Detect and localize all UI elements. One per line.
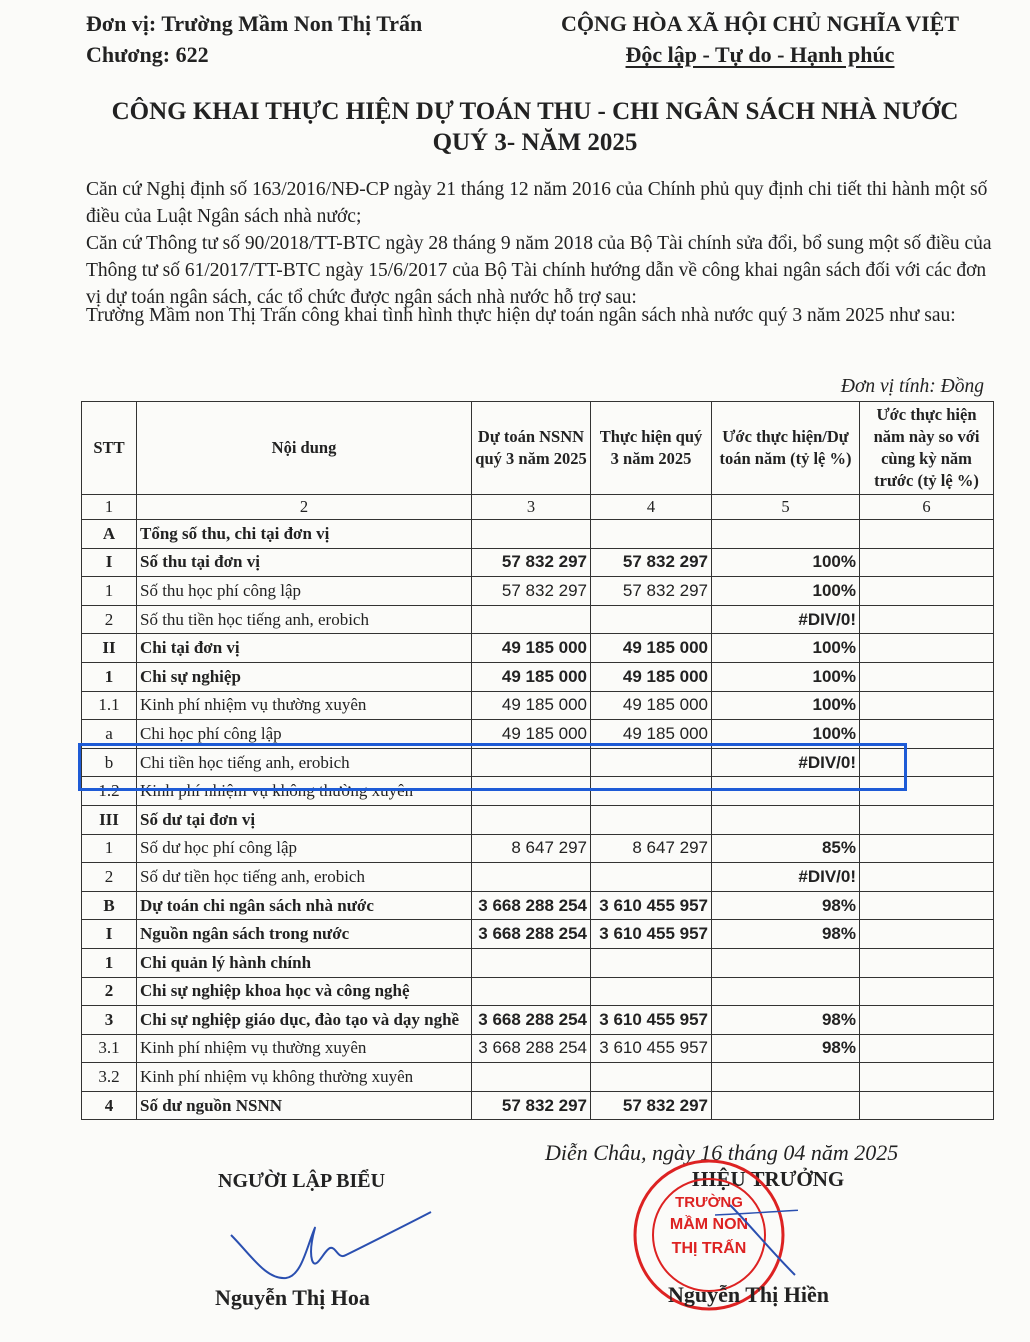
table-row	[82, 691, 994, 720]
row-actual	[591, 1063, 712, 1092]
row-ratio-previous-year	[860, 720, 994, 749]
row-ratio-previous-year	[860, 1034, 994, 1063]
row-content: Số thu học phí công lập	[137, 577, 472, 606]
row-actual	[591, 977, 712, 1006]
row-ratio-previous-year	[860, 863, 994, 892]
table-row	[82, 834, 994, 863]
row-stt: 2	[82, 863, 137, 892]
row-ratio-year	[712, 1063, 860, 1092]
country-name: CỘNG HÒA XÃ HỘI CHỦ NGHĨA VIỆT	[560, 11, 960, 36]
row-ratio-year: 100%	[712, 577, 860, 606]
table-row	[82, 863, 994, 892]
row-actual: 57 832 297	[591, 577, 712, 606]
col-number: 5	[712, 495, 860, 520]
row-actual: 57 832 297	[591, 1091, 712, 1120]
column-number-row	[82, 495, 994, 520]
table-row	[82, 920, 994, 949]
row-ratio-year: 100%	[712, 720, 860, 749]
row-ratio-year: 100%	[712, 634, 860, 663]
budget-table	[81, 401, 994, 1120]
header-actual: Thực hiện quý 3 năm 2025	[591, 402, 712, 495]
row-ratio-previous-year	[860, 691, 994, 720]
row-content: Số thu tại đơn vị	[137, 548, 472, 577]
disclosure-statement: Trường Mầm non Thị Trấn công khai tình hình thực hiện dự toán ngân sách nhà nước quý 3 năm 2025 như sau:	[86, 305, 956, 326]
national-motto: Độc lập - Tự do - Hạnh phúc	[625, 42, 895, 67]
row-stt: 2	[82, 977, 137, 1006]
preparer-signature	[226, 1200, 446, 1290]
header-content: Nội dung	[137, 402, 472, 495]
row-ratio-previous-year	[860, 605, 994, 634]
row-stt: 3.2	[82, 1063, 137, 1092]
row-actual	[591, 520, 712, 549]
row-content: Chi tiền học tiếng anh, erobich	[137, 748, 472, 777]
row-budget-estimate	[472, 777, 591, 806]
col-number: 3	[472, 495, 591, 520]
row-stt: 3	[82, 1006, 137, 1035]
row-budget-estimate: 57 832 297	[472, 577, 591, 606]
row-budget-estimate	[472, 1063, 591, 1092]
row-actual	[591, 748, 712, 777]
row-ratio-year: 98%	[712, 891, 860, 920]
table-row	[82, 1006, 994, 1035]
preparer-name: Nguyễn Thị Hoa	[215, 1285, 370, 1310]
row-ratio-previous-year	[860, 891, 994, 920]
national-header	[548, 8, 972, 70]
document-title	[40, 96, 1030, 158]
row-actual: 57 832 297	[591, 548, 712, 577]
row-actual	[591, 863, 712, 892]
row-budget-estimate	[472, 605, 591, 634]
table-row	[82, 577, 994, 606]
row-stt: 1	[82, 577, 137, 606]
unit-name: Đơn vị: Trường Mầm Non Thị Trấn	[86, 11, 423, 36]
row-budget-estimate	[472, 748, 591, 777]
row-actual: 49 185 000	[591, 720, 712, 749]
preparer-title: NGƯỜI LẬP BIỂU	[218, 1170, 386, 1192]
row-actual: 8 647 297	[591, 834, 712, 863]
stamp-line-2: MẦM NON	[669, 1216, 749, 1233]
chapter-number: Chương: 622	[86, 42, 209, 67]
row-ratio-year: 100%	[712, 548, 860, 577]
row-ratio-previous-year	[860, 1091, 994, 1120]
row-stt: B	[82, 891, 137, 920]
row-stt: 3.1	[82, 1034, 137, 1063]
row-ratio-year: 98%	[712, 1006, 860, 1035]
table-row	[82, 1091, 994, 1120]
place-and-date: Diễn Châu, ngày 16 tháng 04 năm 2025	[545, 1140, 899, 1165]
row-budget-estimate	[472, 520, 591, 549]
row-budget-estimate: 49 185 000	[472, 662, 591, 691]
row-content: Kinh phí nhiệm vụ không thường xuyên	[137, 777, 472, 806]
row-ratio-year: 85%	[712, 834, 860, 863]
table-row	[82, 805, 994, 834]
table-row	[82, 720, 994, 749]
legal-basis-circular: Căn cứ Thông tư số 90/2018/TT-BTC ngày 28 tháng 9 năm 2018 của Bộ Tài chính sửa đổi, bổ sung một số điều của Thông tư số 61/2017/TT-BTC ngày 15/6/2017 của Bộ Tài chính hướng dẫn về công khai ngân sách đối với các đơn vị dự toán ngân sách, các tổ chức được ngân sách nhà nước hỗ trợ sau:	[86, 233, 992, 308]
row-stt: 1.2	[82, 777, 137, 806]
row-budget-estimate: 49 185 000	[472, 691, 591, 720]
currency-unit-note: Đơn vị tính: Đồng	[840, 376, 984, 397]
row-budget-estimate	[472, 863, 591, 892]
header-ratio-previous-year: Ước thực hiện năm này so với cùng kỳ năm trước (tỷ lệ %)	[860, 402, 994, 495]
row-ratio-year: 100%	[712, 662, 860, 691]
table-row	[82, 891, 994, 920]
header-stt: STT	[82, 402, 137, 495]
row-stt: b	[82, 748, 137, 777]
table-row	[82, 1063, 994, 1092]
row-ratio-year: 100%	[712, 691, 860, 720]
row-ratio-previous-year	[860, 805, 994, 834]
title-line-1: CÔNG KHAI THỰC HIỆN DỰ TOÁN THU - CHI NGÂN SÁCH NHÀ NƯỚC	[111, 98, 959, 125]
row-ratio-year	[712, 777, 860, 806]
row-stt: III	[82, 805, 137, 834]
row-ratio-year	[712, 520, 860, 549]
row-budget-estimate: 3 668 288 254	[472, 1034, 591, 1063]
row-stt: 4	[82, 1091, 137, 1120]
row-stt: 1	[82, 834, 137, 863]
table-row	[82, 520, 994, 549]
row-content: Chi sự nghiệp khoa học và công nghệ	[137, 977, 472, 1006]
row-ratio-previous-year	[860, 777, 994, 806]
row-ratio-previous-year	[860, 948, 994, 977]
row-ratio-previous-year	[860, 1006, 994, 1035]
row-actual: 49 185 000	[591, 662, 712, 691]
row-ratio-previous-year	[860, 977, 994, 1006]
table-row	[82, 977, 994, 1006]
row-ratio-previous-year	[860, 662, 994, 691]
table-row	[82, 605, 994, 634]
row-stt: a	[82, 720, 137, 749]
row-content: Số dư tại đơn vị	[137, 805, 472, 834]
stamp-line-1: TRƯỜNG	[675, 1194, 743, 1211]
row-stt: 1	[82, 948, 137, 977]
row-content: Chi sự nghiệp giáo dục, đào tạo và dạy nghề	[137, 1006, 472, 1035]
row-ratio-previous-year	[860, 1063, 994, 1092]
row-actual	[591, 805, 712, 834]
col-number: 4	[591, 495, 712, 520]
col-number: 6	[860, 495, 994, 520]
table-row	[82, 748, 994, 777]
row-budget-estimate: 57 832 297	[472, 548, 591, 577]
row-actual	[591, 777, 712, 806]
row-budget-estimate: 49 185 000	[472, 634, 591, 663]
row-stt: 2	[82, 605, 137, 634]
row-budget-estimate: 49 185 000	[472, 720, 591, 749]
row-stt: I	[82, 920, 137, 949]
row-actual: 3 610 455 957	[591, 891, 712, 920]
row-content: Kinh phí nhiệm vụ thường xuyên	[137, 691, 472, 720]
row-content: Số dư học phí công lập	[137, 834, 472, 863]
legal-basis-decree: Căn cứ Nghị định số 163/2016/NĐ-CP ngày 21 tháng 12 năm 2016 của Chính phủ quy định chi tiết thi hành một số điều của Luật Ngân sách nhà nước;	[86, 179, 988, 227]
row-content: Số thu tiền học tiếng anh, erobich	[137, 605, 472, 634]
row-content: Chi học phí công lập	[137, 720, 472, 749]
table-row	[82, 548, 994, 577]
table-row	[82, 1034, 994, 1063]
row-budget-estimate	[472, 805, 591, 834]
row-actual	[591, 605, 712, 634]
row-ratio-previous-year	[860, 834, 994, 863]
row-ratio-year: #DIV/0!	[712, 605, 860, 634]
row-ratio-year	[712, 805, 860, 834]
legal-basis	[86, 176, 996, 329]
table-row	[82, 634, 994, 663]
row-ratio-year	[712, 1091, 860, 1120]
row-actual	[591, 948, 712, 977]
table-row	[82, 662, 994, 691]
principal-title: HIỆU TRƯỞNG	[692, 1167, 845, 1191]
row-content: Số dư tiền học tiếng anh, erobich	[137, 863, 472, 892]
row-ratio-year	[712, 948, 860, 977]
row-content: Chi tại đơn vị	[137, 634, 472, 663]
table-row	[82, 777, 994, 806]
row-content: Tổng số thu, chi tại đơn vị	[137, 520, 472, 549]
col-number: 1	[82, 495, 137, 520]
row-stt: I	[82, 548, 137, 577]
table-row	[82, 948, 994, 977]
row-ratio-year	[712, 977, 860, 1006]
row-content: Chi sự nghiệp	[137, 662, 472, 691]
row-stt: 1.1	[82, 691, 137, 720]
row-actual: 49 185 000	[591, 691, 712, 720]
row-ratio-previous-year	[860, 920, 994, 949]
organization-header	[86, 8, 422, 70]
row-budget-estimate	[472, 977, 591, 1006]
principal-name: Nguyễn Thị Hiền	[668, 1282, 829, 1307]
header-budget-estimate: Dự toán NSNN quý 3 năm 2025	[472, 402, 591, 495]
row-ratio-year: 98%	[712, 920, 860, 949]
row-content: Dự toán chi ngân sách nhà nước	[137, 891, 472, 920]
row-ratio-previous-year	[860, 748, 994, 777]
row-budget-estimate: 3 668 288 254	[472, 891, 591, 920]
row-actual: 3 610 455 957	[591, 1006, 712, 1035]
row-stt: II	[82, 634, 137, 663]
row-content: Số dư nguồn NSNN	[137, 1091, 472, 1120]
row-actual: 3 610 455 957	[591, 920, 712, 949]
header-ratio-year: Ước thực hiện/Dự toán năm (tỷ lệ %)	[712, 402, 860, 495]
row-budget-estimate: 3 668 288 254	[472, 1006, 591, 1035]
row-ratio-previous-year	[860, 634, 994, 663]
title-line-2: QUÝ 3- NĂM 2025	[432, 129, 638, 156]
row-ratio-year: #DIV/0!	[712, 863, 860, 892]
row-ratio-previous-year	[860, 577, 994, 606]
row-stt: 1	[82, 662, 137, 691]
row-content: Kinh phí nhiệm vụ không thường xuyên	[137, 1063, 472, 1092]
row-actual: 3 610 455 957	[591, 1034, 712, 1063]
stamp-line-3: THỊ TRẤN	[671, 1240, 747, 1257]
row-budget-estimate	[472, 948, 591, 977]
row-content: Kinh phí nhiệm vụ thường xuyên	[137, 1034, 472, 1063]
row-actual: 49 185 000	[591, 634, 712, 663]
row-ratio-previous-year	[860, 548, 994, 577]
row-ratio-year: 98%	[712, 1034, 860, 1063]
row-budget-estimate: 8 647 297	[472, 834, 591, 863]
row-ratio-year: #DIV/0!	[712, 748, 860, 777]
table-header-row	[82, 402, 994, 495]
col-number: 2	[137, 495, 472, 520]
row-content: Chi quản lý hành chính	[137, 948, 472, 977]
row-budget-estimate: 3 668 288 254	[472, 920, 591, 949]
row-content: Nguồn ngân sách trong nước	[137, 920, 472, 949]
row-budget-estimate: 57 832 297	[472, 1091, 591, 1120]
row-ratio-previous-year	[860, 520, 994, 549]
row-stt: A	[82, 520, 137, 549]
